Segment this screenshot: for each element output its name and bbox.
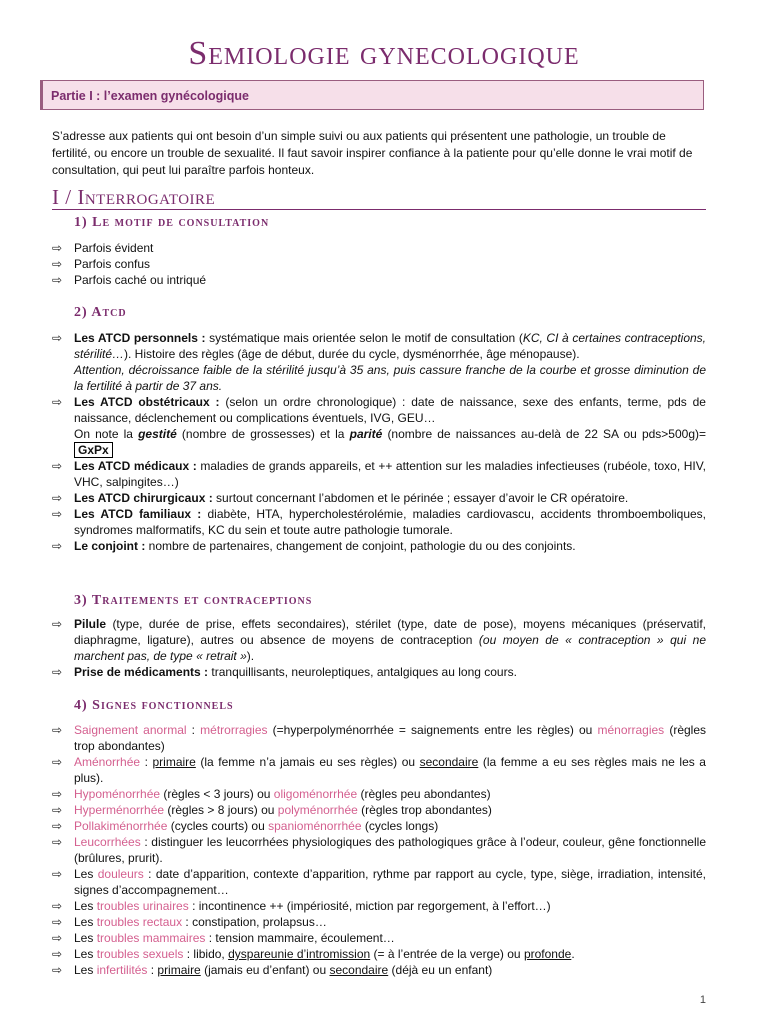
list-item: ⇨ Les infertilités : primaire (jamais eu d’enfant) ou secondaire (déjà eu un enfant) [52,963,493,977]
page-title: Semiologie gynecologique [188,35,580,72]
list-item: ⇨ Les troubles urinaires : incontinence ++ (impériosité, miction par regorgement, à l’effort…) [52,899,551,913]
arrow-icon: ⇨ [52,915,63,929]
list-item: ⇨ Hyperménorrhée (règles > 8 jours) ou polyménorrhée (règles trop abondantes) [52,803,492,817]
list-item: ⇨ Hypoménorrhée (règles < 3 jours) ou oligoménorrhée (règles peu abondantes) [52,787,491,801]
arrow-icon: ⇨ [52,241,63,255]
atcd-list [52,330,706,554]
arrow-icon: ⇨ [52,867,63,881]
list-item: ⇨ Parfois évident [52,241,154,255]
list-item: ⇨ Prise de médicaments : tranquillisants, neuroleptiques, antalgiques au long cours. [52,665,517,679]
list-item: ⇨ Aménorrhée : primaire (la femme n’a jamais eu ses règles) ou secondaire (la femme a eu ses règles mais ne les a plus). [52,755,706,785]
subheading-signes: 4) Signes fonctionnels [74,698,234,713]
list-item: ⇨ Les troubles sexuels : libido, dyspareunie d’intromission (= à l’entrée de la verge) ou profonde. [52,947,575,961]
list-item: ⇨ Pilule (type, durée de prise, effets secondaires), stérilet (type, date de pose), moyens mécaniques (préservatif, diaphragme, ligature), autres ou absence de moyens de contraception (ou moyen de « contraception » qui ne marchent pas, de type « retrait »). [52,617,707,663]
list-item: ⇨ Les troubles mammaires : tension mammaire, écoulement… [52,931,395,945]
arrow-icon: ⇨ [52,899,63,913]
list-item: ⇨ Le conjoint : nombre de partenaires, changement de conjoint, pathologie du ou des conjoints. [52,539,576,553]
arrow-icon: ⇨ [52,755,63,769]
part-header: Partie I : l’examen gynécologique [40,80,704,110]
page-number: 1 [699,994,706,1006]
arrow-icon: ⇨ [52,395,63,409]
subheading-motif: 1) Le motif de consultation [74,215,270,230]
list-item: ⇨ Les ATCD obstétricaux : (selon un ordre chronologique) : date de naissance, sexe des enfants, terme, pds de naissance, déclenchement ou complications éventuels, IVG, GEU… On note la gestité (nombre de grossesses) et la parité (nombre de naissances au-delà de 22 SA ou pds>500g)= GxPx [52,395,707,457]
arrow-icon: ⇨ [52,257,63,271]
subheading-atcd: 2) Atcd [74,305,127,320]
arrow-icon: ⇨ [52,273,63,287]
list-item: ⇨ Parfois caché ou intriqué [52,273,207,287]
list-item: ⇨ Les ATCD chirurgicaux : surtout concernant l’abdomen et le périnée ; essayer d’avoir le CR opératoire. [52,491,629,505]
list-item: ⇨ Leucorrhées : distinguer les leucorrhées physiologiques des pathologiques grâce à l’odeur, couleur, gêne fonctionnelle (brûlures, prurit). [52,835,706,865]
arrow-icon: ⇨ [52,507,63,521]
arrow-icon: ⇨ [52,491,63,505]
arrow-icon: ⇨ [52,835,63,849]
arrow-icon: ⇨ [52,803,63,817]
list-item: ⇨ Les ATCD médicaux : maladies de grands appareils, et ++ attention sur les maladies infectieuses (rubéole, toxo, HIV, VHC, salpingites…) [52,459,706,489]
list-item: ⇨ Les douleurs : date d’apparition, contexte d’apparition, rythme par rapport au cycle, type, siège, irradiation, intensité, signes d’accompagnement… [52,867,707,897]
arrow-icon: ⇨ [52,459,63,473]
motif-list [52,240,706,288]
arrow-icon: ⇨ [52,665,63,679]
list-item: ⇨ Les ATCD familiaux : diabète, HTA, hypercholestérolémie, maladies cardiovascu, accidents thromboemboliques, syndromes malformatifs, KC du sein et toute autre pathologie tumorale. [52,507,707,537]
section-heading-interrogatoire: I / Interrogatoire [52,185,706,210]
arrow-icon: ⇨ [52,947,63,961]
list-item: ⇨ Les troubles rectaux : constipation, prolapsus… [52,915,327,929]
fertility-note: Attention, décroissance faible de la stérilité jusqu’à 35 ans, puis cassure franche de la courbe et grosse diminution de la fertilité à partir de 37 ans. [74,363,706,393]
traitements-list [52,616,706,680]
arrow-icon: ⇨ [52,723,63,737]
list-item: ⇨ Parfois confus [52,257,151,271]
arrow-icon: ⇨ [52,931,63,945]
gxpx-box: GxPx [74,442,113,458]
subheading-traitements: 3) Traitements et contraceptions [74,593,313,608]
arrow-icon: ⇨ [52,819,63,833]
list-item: ⇨ Saignement anormal : métrorragies (=hyperpolyménorrhée = saignements entre les règles) ou ménorragies (règles trop abondantes) [52,723,707,753]
list-item: ⇨ Les ATCD personnels : systématique mais orientée selon le motif de consultation (KC, CI à certaines contraceptions, stérilité…). Histoire des règles (âge de début, durée du cycle, dysménorrhée, âge ménopause). Attention, décroissance faible de la stérilité jusqu’à 35 ans, puis cassure franche de la courbe et grosse diminution de la fertilité à partir de 37 ans. [52,331,706,393]
list-item: ⇨ Pollakiménorrhée (cycles courts) ou spanioménorrhée (cycles longs) [52,819,439,833]
arrow-icon: ⇨ [52,331,63,345]
intro-paragraph: S’adresse aux patients qui ont besoin d’un simple suivi ou aux patients qui présentent une pathologie, un trouble de fertilité, ou encore un trouble de sexualité. Il faut savoir inspirer confiance à la patiente pour qu’elle donne le vrai motif de consultation, qui peut lui paraître parfois honteux. [52,129,693,177]
arrow-icon: ⇨ [52,787,63,801]
signes-list [52,722,706,978]
arrow-icon: ⇨ [52,539,63,553]
arrow-icon: ⇨ [52,617,63,631]
arrow-icon: ⇨ [52,963,63,977]
